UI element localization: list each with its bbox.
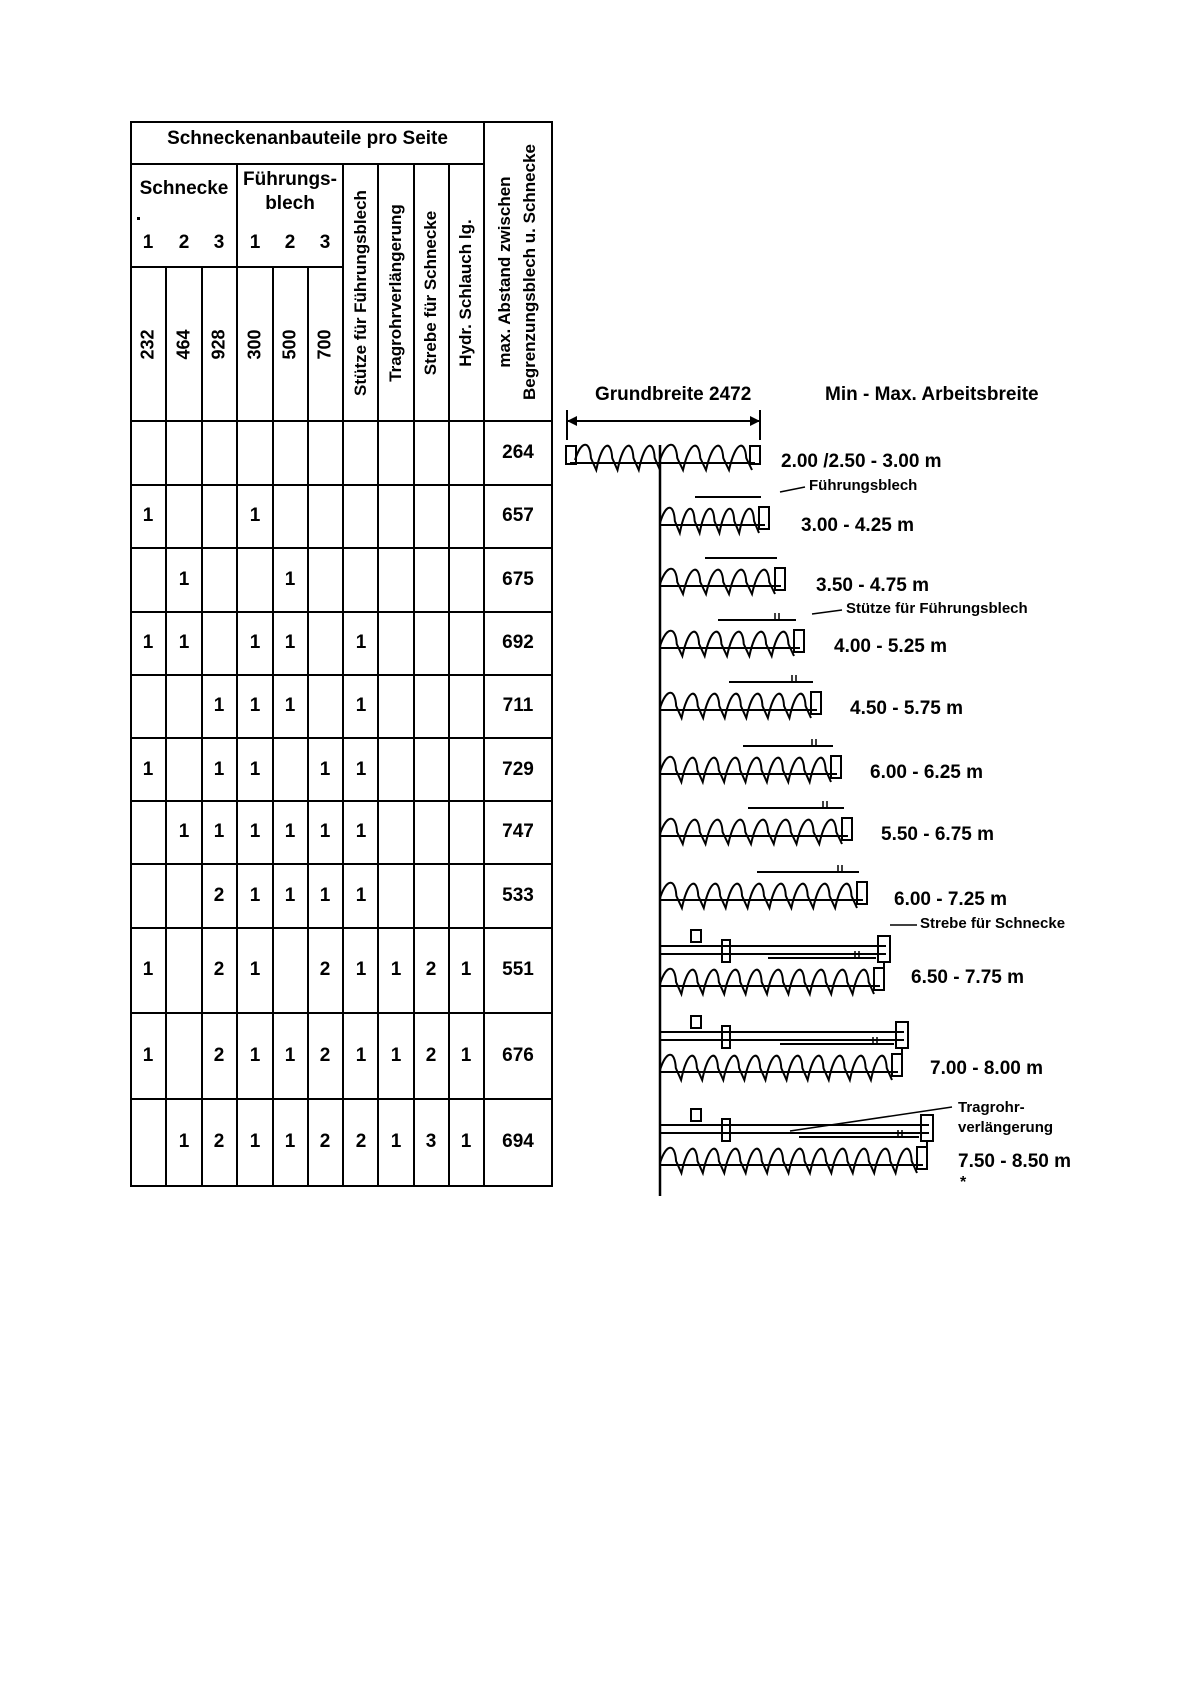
table-cell: 1	[142, 959, 154, 980]
abstand-value: 694	[502, 1131, 534, 1152]
table-cell: 1	[284, 885, 296, 906]
width-label: 4.50 - 5.75 m	[850, 698, 964, 719]
table-cell: 1	[142, 505, 154, 526]
tube-end	[896, 1022, 908, 1048]
abstand-value: 676	[502, 1045, 534, 1066]
width-label: 4.00 - 5.25 m	[834, 636, 948, 657]
abstand-value: 747	[502, 821, 534, 842]
table-cell: 1	[460, 1045, 472, 1066]
tube-end	[878, 936, 890, 962]
sub-number: 1	[249, 232, 261, 253]
part-size-header: 232	[137, 329, 158, 360]
abstand-value: 729	[502, 759, 534, 780]
width-label: 3.00 - 4.25 m	[801, 515, 915, 536]
tube-flange	[722, 1026, 730, 1048]
part-size-header: 928	[208, 329, 229, 360]
table-cell: 1	[249, 505, 261, 526]
table-cell: 1	[355, 821, 367, 842]
width-label: 6.50 - 7.75 m	[911, 967, 1025, 988]
base-helix-right	[660, 445, 752, 470]
table-cell: 2	[213, 959, 225, 980]
table-cell: 2	[319, 1131, 331, 1152]
abstand-value: 657	[502, 505, 534, 526]
abstand-value: 533	[502, 885, 534, 906]
table-cell: 3	[425, 1131, 437, 1152]
table-cell: 2	[213, 885, 225, 906]
tube-flange	[722, 940, 730, 962]
stuetze-header: Stütze für Führungsblech	[351, 190, 370, 396]
table-cell: 1	[178, 821, 190, 842]
auger-helix	[660, 757, 831, 782]
table-cell: 1	[249, 959, 261, 980]
table-cell: 1	[284, 1131, 296, 1152]
table-cell: 1	[355, 632, 367, 653]
table-cell: 2	[319, 1045, 331, 1066]
fuehrungsblech-header-line1: Führungs-	[243, 169, 337, 190]
abstand-value: 264	[502, 442, 534, 463]
table-cell: 1	[390, 1045, 402, 1066]
table-cell: 1	[390, 959, 402, 980]
auger-helix	[660, 693, 811, 718]
auger-helix	[660, 819, 842, 844]
table-cell: 1	[284, 1045, 296, 1066]
sub-number: 2	[284, 232, 296, 253]
stuetze-callout: Stütze für Führungsblech	[846, 600, 1028, 617]
abstand-header-line1: max. Abstand zwischen	[495, 176, 514, 368]
table-title: Schneckenanbauteile pro Seite	[167, 128, 448, 149]
abstand-header-line2: Begrenzungsblech u. Schnecke	[520, 143, 539, 401]
auger-helix	[660, 1148, 917, 1173]
width-label: 5.50 - 6.75 m	[881, 824, 995, 845]
table-cell: 1	[249, 1131, 261, 1152]
table-cell: 1	[249, 759, 261, 780]
tube-end	[921, 1115, 933, 1141]
table-cell: 1	[390, 1131, 402, 1152]
table-cell: 1	[319, 759, 331, 780]
strebe-header: Strebe für Schnecke	[421, 210, 440, 376]
table-cell: 2	[355, 1131, 367, 1152]
table-cell: 1	[142, 632, 154, 653]
tube-clamp	[691, 1016, 701, 1028]
callout-arrow-tragrohr	[790, 1107, 952, 1131]
footnote-mark: *	[960, 1174, 967, 1191]
table-cell: 1	[213, 759, 225, 780]
tragrohr-callout-line1: Tragrohr-	[958, 1099, 1025, 1116]
table-cell: 1	[284, 569, 296, 590]
auger-helix	[660, 631, 794, 656]
table-cell: 2	[213, 1045, 225, 1066]
table-cell: 1	[460, 959, 472, 980]
table-cell: 1	[355, 885, 367, 906]
abstand-value: 551	[502, 959, 534, 980]
table-cell: 1	[178, 1131, 190, 1152]
table-cell: 1	[249, 632, 261, 653]
table-cell: 1	[355, 959, 367, 980]
width-label: 6.00 - 6.25 m	[870, 762, 984, 783]
width-label: 3.50 - 4.75 m	[816, 575, 930, 596]
tube-clamp	[691, 1109, 701, 1121]
tube-flange	[722, 1119, 730, 1141]
width-label: 7.00 - 8.00 m	[930, 1058, 1044, 1079]
schlauch-header: Hydr. Schlauch lg.	[456, 219, 475, 367]
arbeitsbreite-title: Min - Max. Arbeitsbreite	[825, 384, 1039, 405]
table-cell: 1	[355, 695, 367, 716]
table-cell: 1	[249, 821, 261, 842]
fuehrungsblech-callout: Führungsblech	[809, 477, 918, 494]
strebe-callout: Strebe für Schnecke	[920, 915, 1066, 932]
auger-helix	[660, 1055, 892, 1080]
auger-helix	[660, 508, 759, 533]
part-size-header: 300	[244, 329, 265, 360]
callout-arrow-fuehrungsblech	[780, 487, 805, 492]
base-end-right	[750, 446, 760, 464]
abstand-value: 692	[502, 632, 534, 653]
auger-helix	[660, 969, 874, 994]
table-cell: 1	[319, 885, 331, 906]
width-label: 7.50 - 8.50 m	[958, 1151, 1072, 1172]
dimension-arrow-left	[567, 416, 577, 426]
table-cell: 1	[355, 1045, 367, 1066]
table-cell: 1	[460, 1131, 472, 1152]
fuehrungsblech-header-line2: blech	[265, 193, 315, 214]
abstand-value: 675	[502, 569, 534, 590]
table-cell: 1	[142, 1045, 154, 1066]
table-cell: 1	[178, 632, 190, 653]
tragrohr-header: Tragrohrverlängerung	[386, 204, 405, 382]
abstand-value: 711	[502, 695, 534, 716]
sub-number: 3	[213, 232, 225, 253]
table-cell: 1	[178, 569, 190, 590]
width-label: 6.00 - 7.25 m	[894, 889, 1008, 910]
table-cell: 1	[213, 695, 225, 716]
table-cell: 1	[249, 1045, 261, 1066]
auger-helix	[660, 883, 857, 908]
dimension-arrow-right	[750, 416, 760, 426]
base-end-left	[566, 446, 576, 464]
auger-helix	[660, 569, 775, 594]
table-cell: 2	[213, 1131, 225, 1152]
table-cell: 2	[425, 1045, 437, 1066]
table-cell: 1	[284, 695, 296, 716]
part-size-header: 700	[314, 329, 335, 360]
table-cell: 1	[249, 695, 261, 716]
table-cell: 1	[319, 821, 331, 842]
sub-number: 3	[319, 232, 331, 253]
table-cell: 1	[355, 759, 367, 780]
table-cell: 1	[142, 759, 154, 780]
width-label: 2.00 /2.50 - 3.00 m	[781, 451, 942, 472]
sub-number: 1	[142, 232, 154, 253]
part-size-header: 500	[279, 329, 300, 360]
table-cell: 1	[249, 885, 261, 906]
schnecke-group-header: Schnecke	[139, 178, 229, 199]
table-cell: 2	[319, 959, 331, 980]
grundbreite-label: Grundbreite 2472	[595, 384, 752, 405]
table-cell: 2	[425, 959, 437, 980]
base-helix-left	[575, 445, 660, 470]
table-cell: 1	[284, 632, 296, 653]
table-cell: 1	[213, 821, 225, 842]
tube-clamp	[691, 930, 701, 942]
table-cell: 1	[284, 821, 296, 842]
tragrohr-callout-line2: verlängerung	[958, 1119, 1054, 1136]
sub-number: 2	[178, 232, 190, 253]
callout-arrow-stuetze	[812, 610, 842, 614]
part-size-header: 464	[173, 329, 194, 360]
